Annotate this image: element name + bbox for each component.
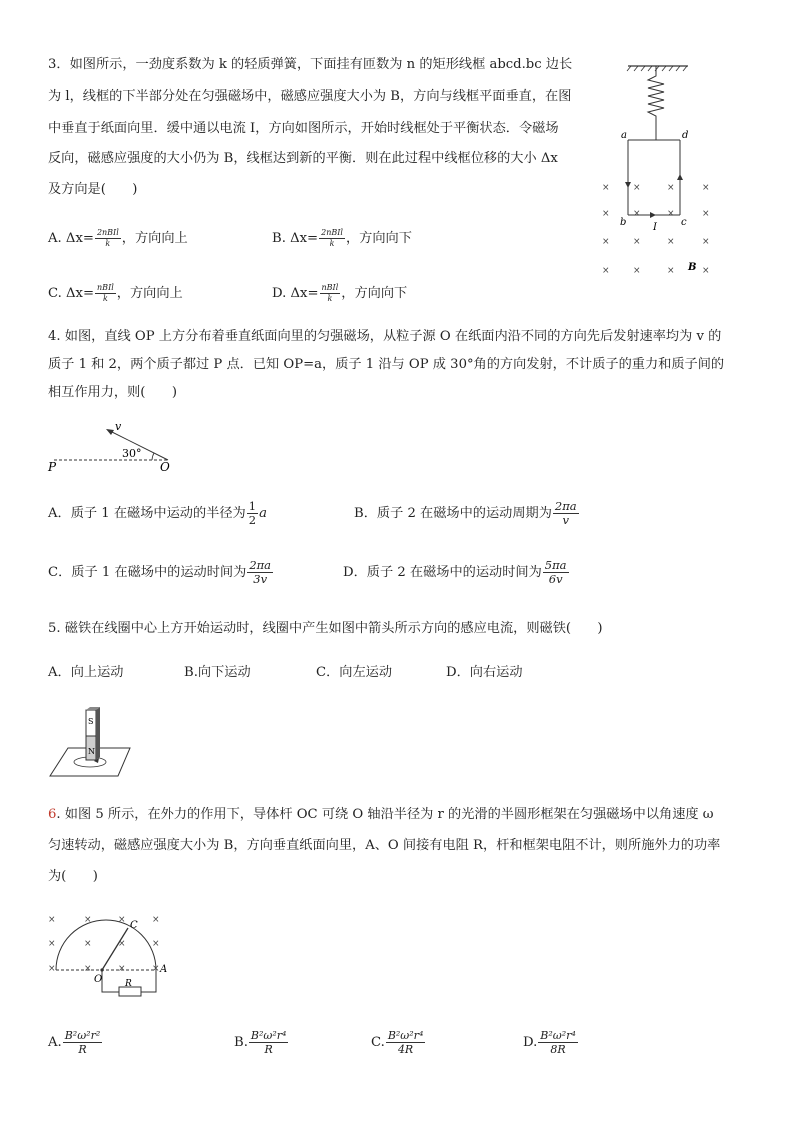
q5-option-c[interactable]: C．向左运动 <box>316 665 393 680</box>
label-p: P <box>48 460 57 474</box>
q3-stem-line-3: 中垂直于纸面向里．缓中通以电流 I，方向如图所示，开始时线框处于平衡状态．令磁场 <box>48 121 559 136</box>
field-cross-mark: × <box>702 237 710 247</box>
q5-option-d[interactable]: D．向右运动 <box>446 665 523 680</box>
label-d: d <box>682 130 689 141</box>
field-cross-mark: × <box>84 915 92 925</box>
ceiling-support <box>627 66 688 71</box>
q3-stem-line-1: 3．如图所示，一劲度系数为 k 的轻质弹簧，下面挂有匝数为 n 的矩形线框 abcd.bc 边长 <box>48 57 573 72</box>
q6-semicircle-figure <box>44 908 184 998</box>
field-cross-mark: × <box>48 915 56 925</box>
q4-proton-figure <box>44 418 184 476</box>
magnetic-field-crosses <box>48 915 160 974</box>
q3-option-b[interactable]: B. Δx= $\frac{\text{2nBIl}}{k}$ ，方向向下 <box>272 228 412 248</box>
q6-stem-line-1: 6. 如图 5 所示，在外力的作用下，导体杆 OC 可绕 O 轴沿半径为 r 的光滑的半圆形框架在匀强磁场中以角速度 ω <box>48 807 714 822</box>
q6-option-b[interactable]: B. $\frac{\text{B²ω²r⁴}}{R}$ <box>234 1029 287 1056</box>
q5-stem: 5. 磁铁在线圈中心上方开始运动时，线圈中产生如图中箭头所示方向的感应电流，则磁铁( ) <box>48 621 603 636</box>
q3-option-d[interactable]: D. Δx= $\frac{\text{nBIl}}{k}$ ，方向向下 <box>272 283 408 303</box>
q6-stem-line-2: 匀速转动，磁感应强度大小为 B，方向垂直纸面向里，A、O 间接有电阻 R，杆和框架电阻不计，则所施外力的功率 <box>48 838 721 853</box>
label-c: C <box>130 920 138 931</box>
field-cross-mark: × <box>602 266 610 276</box>
label-b: b <box>620 217 627 228</box>
q4-option-d[interactable]: D．质子 2 在磁场中的运动时间为 $\frac{5\pi a}{6v}$ <box>343 557 567 586</box>
label-r: R <box>125 979 132 989</box>
magnet-side <box>96 707 100 760</box>
angle-arc <box>152 453 154 460</box>
label-c: c <box>681 217 687 228</box>
field-cross-mark: × <box>84 939 92 949</box>
q6-number: 6 <box>48 807 57 822</box>
q3-stem-line-4: 反向，磁感应强度的大小仍为 B，线框达到新的平衡．则在此过程中线框位移的大小 Δx <box>48 151 558 166</box>
field-cross-mark: × <box>667 266 675 276</box>
label-angle-30: 30° <box>122 447 142 460</box>
field-cross-mark: × <box>84 964 92 974</box>
q4-option-a[interactable]: A．质子 1 在磁场中运动的半径为 $\frac{1}{2}$ a <box>48 498 267 527</box>
q3-option-a[interactable]: A. Δx= $\frac{\text{2nBIl}}{k}$ ，方向向上 <box>48 228 188 248</box>
label-a: A <box>160 964 168 975</box>
coil-frame <box>625 140 683 218</box>
field-cross-mark: × <box>702 209 710 219</box>
q5-option-b[interactable]: B.向下运动 <box>184 665 251 680</box>
field-cross-mark: × <box>602 209 610 219</box>
field-cross-mark: × <box>118 915 126 925</box>
q4-option-b[interactable]: B．质子 2 在磁场中的运动周期为 $\frac{2\pi a}{v}$ <box>354 498 577 527</box>
label-field-B: B <box>688 262 697 273</box>
label-v: v <box>115 420 122 433</box>
field-cross-mark: × <box>633 266 641 276</box>
q3-spring-coil-figure <box>590 58 720 283</box>
q6-option-a[interactable]: A. $\frac{\text{B²ω²r²}}{R}$ <box>48 1029 101 1056</box>
label-o: O <box>160 460 170 474</box>
field-cross-mark: × <box>667 209 675 219</box>
field-cross-mark: × <box>667 237 675 247</box>
q4-stem-line-1: 4. 如图，直线 OP 上方分布着垂直纸面向里的匀强磁场，从粒子源 O 在纸面内沿不同的方向先后发射速率均为 v 的 <box>48 329 722 344</box>
field-cross-mark: × <box>702 183 710 193</box>
q5-option-a[interactable]: A．向上运动 <box>48 665 124 680</box>
spring <box>648 66 664 140</box>
field-cross-mark: × <box>152 964 160 974</box>
q4-stem-line-3: 相互作用力，则( ) <box>48 385 177 400</box>
field-cross-mark: × <box>602 237 610 247</box>
wire-left <box>102 970 119 992</box>
q3-stem-line-5: 及方向是( ) <box>48 182 138 197</box>
field-cross-mark: × <box>633 237 641 247</box>
label-s: S <box>88 717 94 726</box>
field-cross-mark: × <box>702 266 710 276</box>
field-cross-mark: × <box>633 209 641 219</box>
field-cross-mark: × <box>152 915 160 925</box>
label-a: a <box>621 130 627 141</box>
field-cross-mark: × <box>48 964 56 974</box>
q6-stem-line-3: 为( ) <box>48 869 98 884</box>
field-cross-mark: × <box>118 964 126 974</box>
q4-option-c[interactable]: C．质子 1 在磁场中的运动时间为 $\frac{2\pi a}{3v}$ <box>48 557 272 586</box>
q4-stem-line-2: 质子 1 和 2，两个质子都过 P 点．已知 OP=a，质子 1 沿与 OP 成 30°角的方向发射，不计质子的重力和质子间的 <box>48 357 725 372</box>
label-n: N <box>88 747 95 756</box>
q3-stem-line-2: 为 l，线框的下半部分处在匀强磁场中，磁感应强度大小为 B，方向与线框平面垂直，在图 <box>48 89 572 104</box>
field-cross-mark: × <box>48 939 56 949</box>
q6-option-d[interactable]: D. $\frac{\text{B²ω²r⁴}}{8R}$ <box>523 1029 576 1056</box>
field-cross-mark: × <box>118 939 126 949</box>
label-o: O <box>94 974 103 985</box>
label-current-I: I <box>653 222 657 233</box>
field-cross-mark: × <box>152 939 160 949</box>
q5-magnet-coil-figure <box>46 704 136 780</box>
field-cross-mark: × <box>633 183 641 193</box>
field-cross-mark: × <box>602 183 610 193</box>
q6-option-c[interactable]: C. $\frac{\text{B²ω²r⁴}}{4R}$ <box>371 1029 424 1056</box>
field-cross-mark: × <box>667 183 675 193</box>
q3-option-c[interactable]: C. Δx= $\frac{\text{nBIl}}{k}$ ，方向向上 <box>48 283 183 303</box>
